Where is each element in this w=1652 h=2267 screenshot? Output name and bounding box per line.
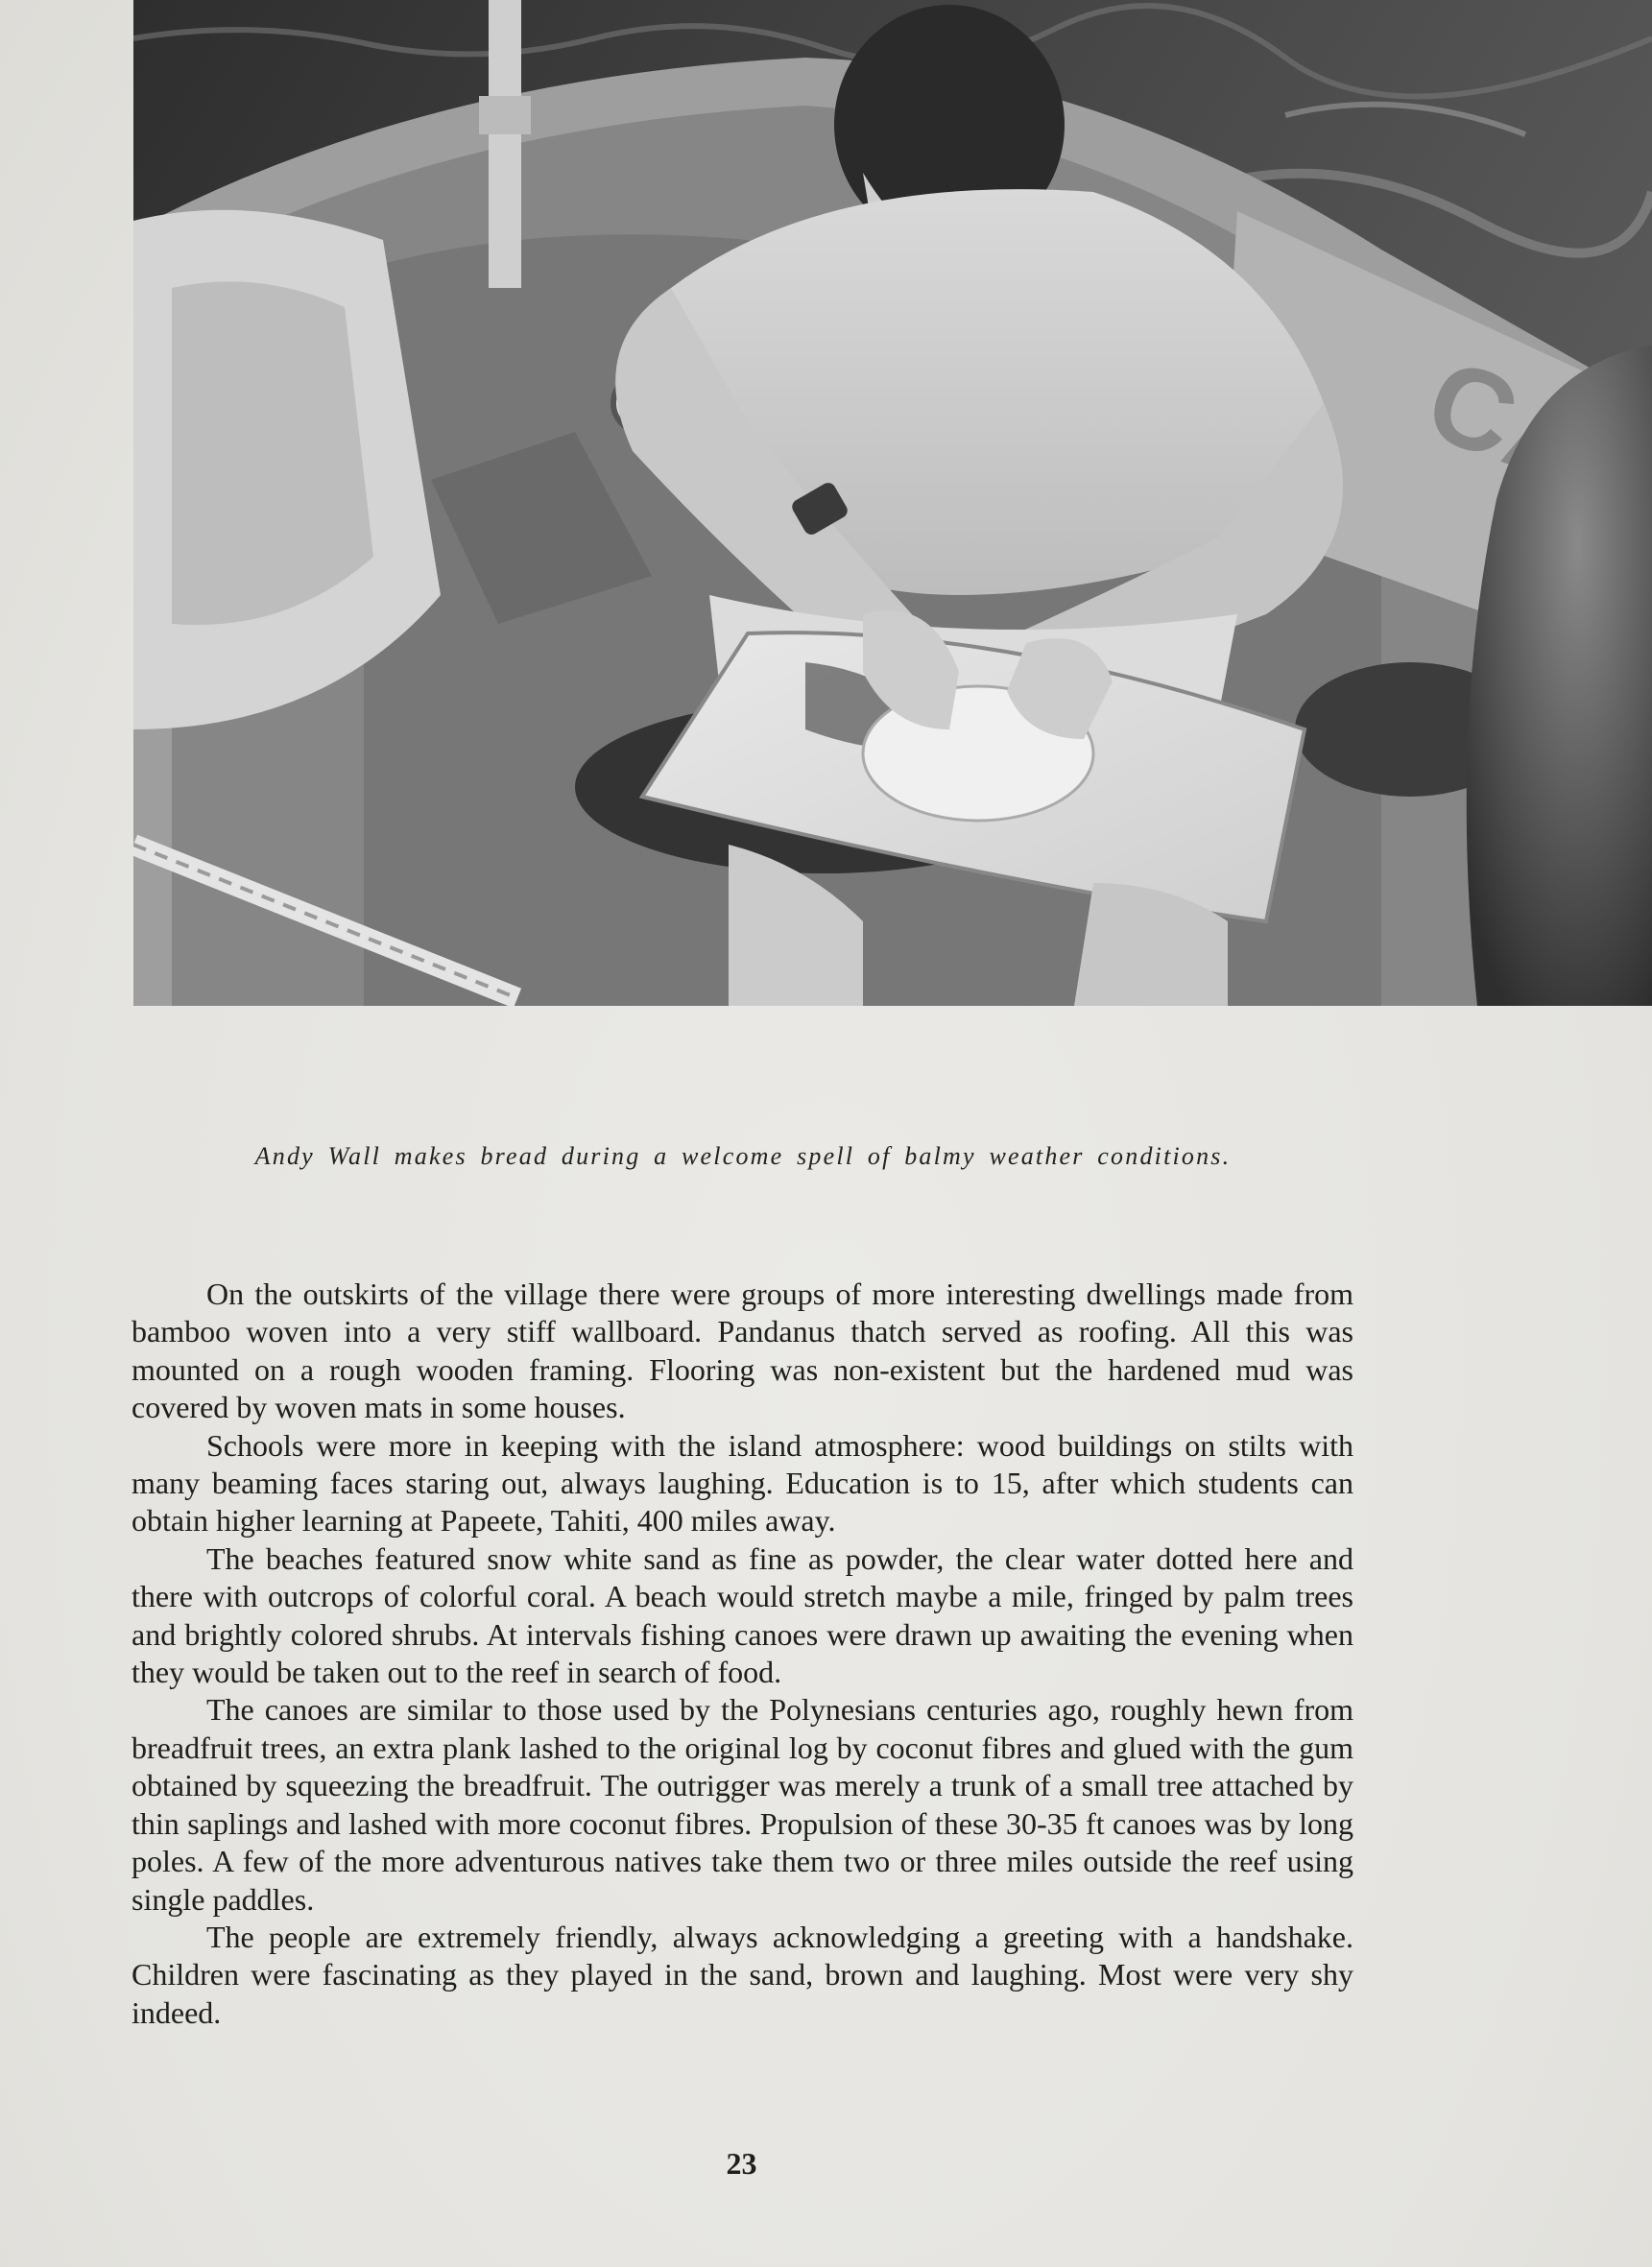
photograph (133, 0, 1652, 1006)
photo-caption: Andy Wall makes bread during a welcome spell of balmy weather conditions. (254, 1142, 1232, 1170)
paragraph: The people are extremely friendly, always acknowledging a greeting with a handshake. Children were fascinating as they played in the sand, brown and laughing. Most were very shy indeed. (132, 1919, 1353, 2030)
article-body (132, 1276, 1353, 2032)
paragraph: The canoes are similar to those used by the Polynesians centuries ago, roughly hewn from breadfruit trees, an extra plank lashed to the original log by coconut fibres and glued with the gum obtained by squeezing the breadfruit. The outrigger was merely a trunk of a small tree attached by thin saplings and lashed with more coconut fibres. Propulsion of these 30-35 ft canoes was by long poles. A few of the more adventurous natives take them two or three miles outside the reef using single paddles. (132, 1692, 1353, 1917)
paragraph: The beaches featured snow white sand as fine as powder, the clear water dotted here and there with outcrops of colorful coral. A beach would stretch maybe a mile, fringed by palm trees and brightly colored shrubs. At intervals fishing canoes were drawn up awaiting the evening when they would be taken out to the reef in search of food. (132, 1540, 1353, 1690)
photo-illustration (133, 0, 1652, 1006)
paragraph: On the outskirts of the village there were groups of more interesting dwellings made from bamboo woven into a very stiff wallboard. Pandanus thatch served as roofing. All this was mounted on a rough wooden framing. Flooring was non-existent but the hardened mud was covered by woven mats in some houses. (132, 1277, 1353, 1425)
paragraph: Schools were more in keeping with the island atmosphere: wood buildings on stilts with many beaming faces staring out, always laughing. Education is to 15, after which students can obtain higher learning at Papeete, Tahiti, 400 miles away. (132, 1427, 1353, 1539)
page-number: 23 (726, 2146, 757, 2181)
